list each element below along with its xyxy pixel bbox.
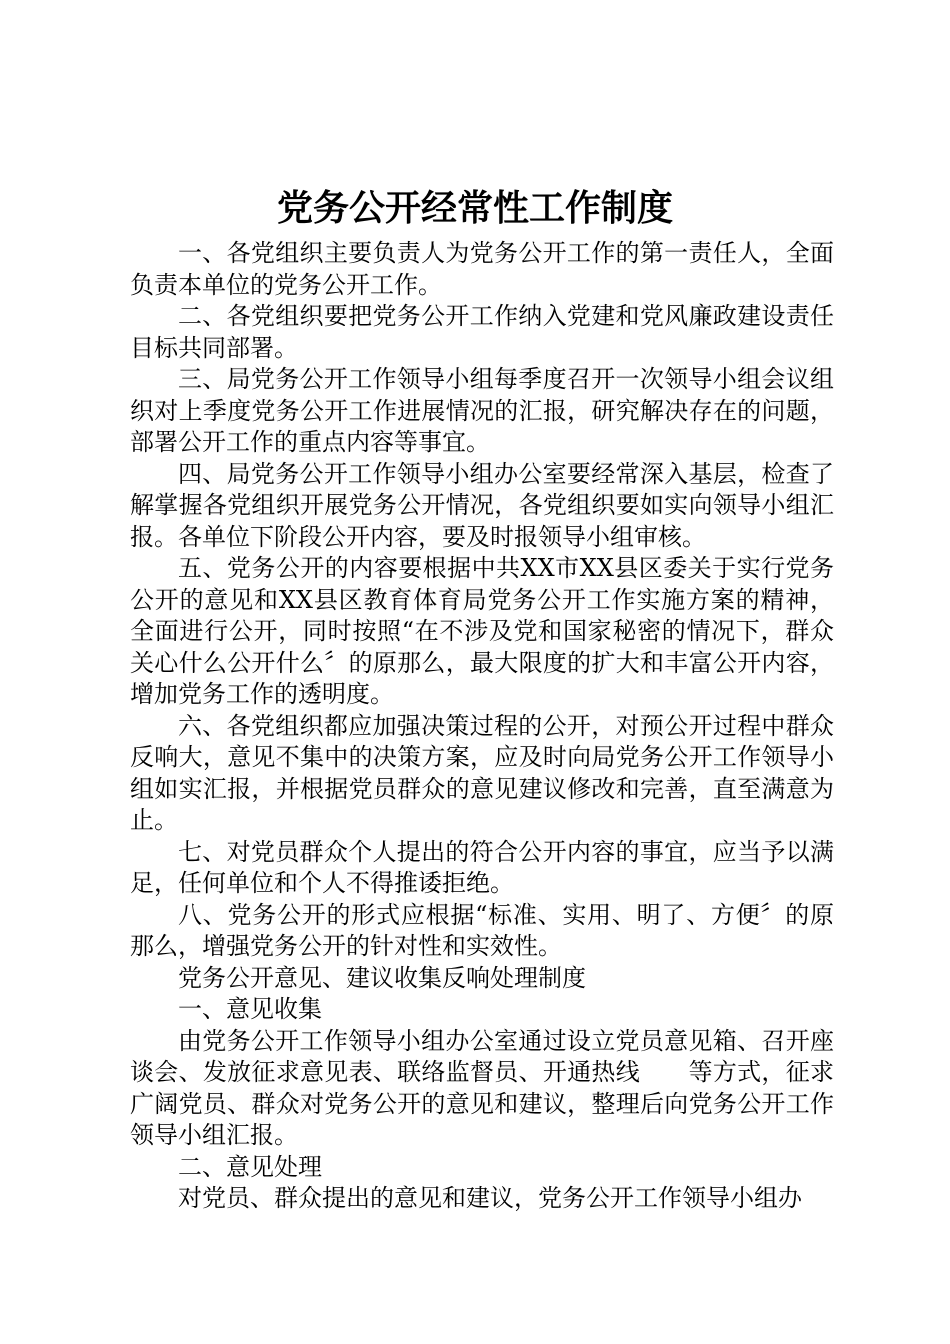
paragraph: 四、局党务公开工作领导小组办公室要经常深入基层，检查了解掌握各党组织开展党务公开情况，各党组织要如实向领导小组汇报。各单位下阶段公开内容，要及时报领导小组审核。 bbox=[130, 459, 834, 551]
paragraph: 由党务公开工作领导小组办公室通过设立党员意见箱、召开座谈会、发放征求意见表、联络监督员、开通热线 等方式，征求广阔党员、群众对党务公开的意见和建议，整理后向党务公开工作领导小组汇报。 bbox=[130, 1026, 834, 1149]
subsection-heading: 一、意见收集 bbox=[178, 995, 322, 1023]
paragraph: 二、各党组织要把党务公开工作纳入党建和党风廉政建设责任目标共同部署。 bbox=[130, 302, 834, 362]
paragraph: 三、局党务公开工作领导小组每季度召开一次领导小组会议组织对上季度党务公开工作进展情况的汇报，研究解决存在的问题，部署公开工作的重点内容等事宜。 bbox=[130, 365, 834, 456]
section-heading: 党务公开意见、建议收集反响处理制度 bbox=[178, 963, 586, 992]
paragraph: 对党员、群众提出的意见和建议，党务公开工作领导小组办 bbox=[178, 1184, 802, 1212]
subsection-heading: 二、意见处理 bbox=[178, 1152, 322, 1181]
document-title: 党务公开经常性工作制度 bbox=[276, 187, 673, 229]
paragraph: 八、党务公开的形式应根据“标准、实用、明了、方便〞的原那么，增强党务公开的针对性和实效性。 bbox=[130, 900, 834, 960]
paragraph: 六、各党组织都应加强决策过程的公开，对预公开过程中群众反响大，意见不集中的决策方案，应及时向局党务公开工作领导小组如实汇报，并根据党员群众的意见建议修改和完善，直至满意为止。 bbox=[130, 711, 834, 834]
paragraph: 七、对党员群众个人提出的符合公开内容的事宜，应当予以满足，任何单位和个人不得推诿拒绝。 bbox=[130, 837, 834, 897]
document-body bbox=[130, 238, 834, 1215]
paragraph: 五、党务公开的内容要根据中共XX市XX县区委关于实行党务公开的意见和XX县区教育体育局党务公开工作实施方案的精神，全面进行公开，同时按照“在不涉及党和国家秘密的情况下，群众关心什么公开什么〞的原那么，最大限度的扩大和丰富公开内容，增加党务工作的透明度。 bbox=[130, 554, 834, 708]
paragraph: 一、各党组织主要负责人为党务公开工作的第一责任人，全面负责本单位的党务公开工作。 bbox=[130, 239, 834, 299]
